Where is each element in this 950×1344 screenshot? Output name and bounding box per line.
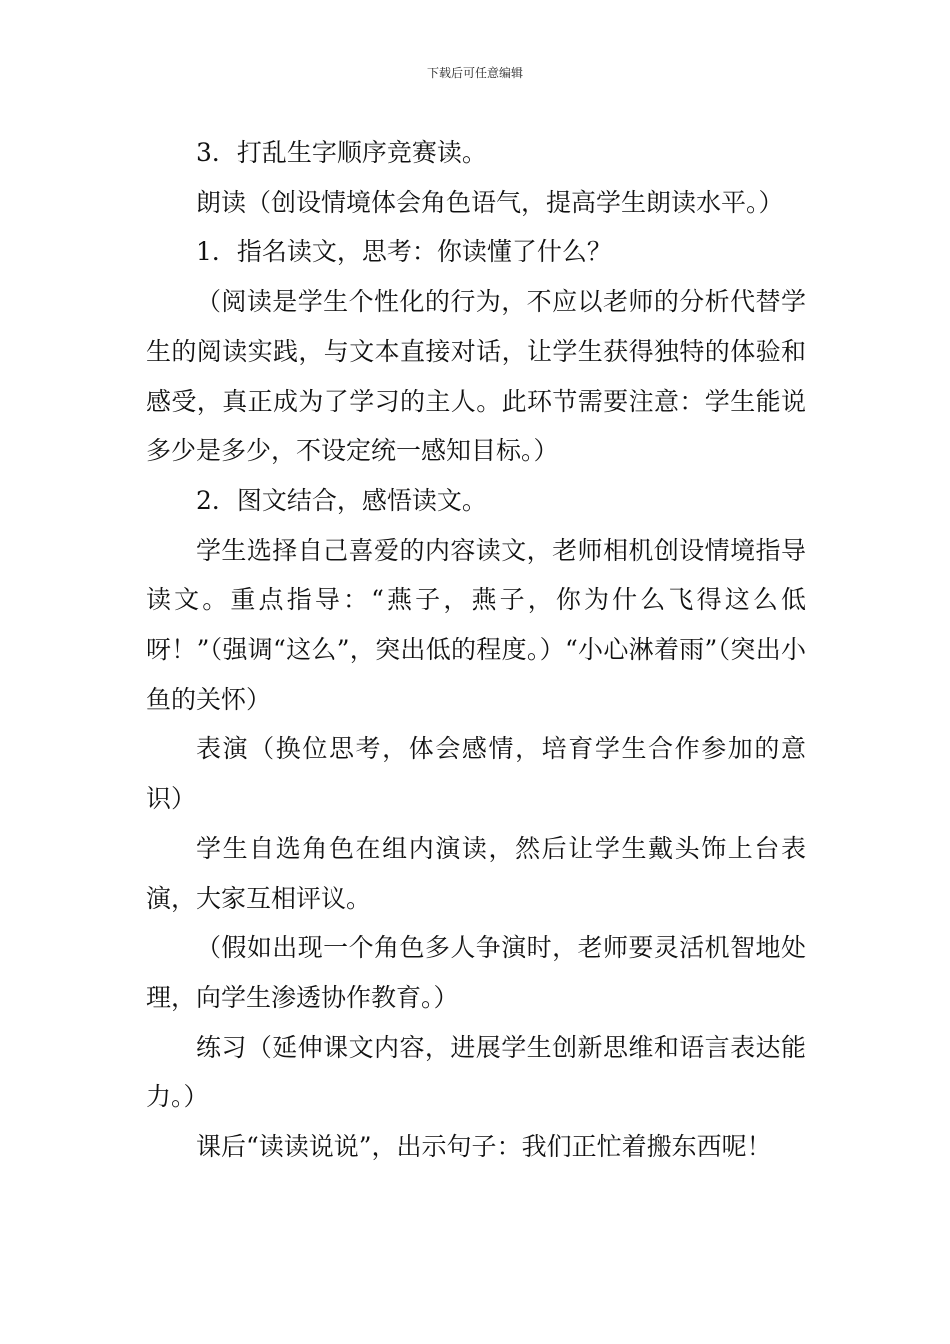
paragraph: 表演（换位思考，体会感情，培育学生合作参加的意识） <box>146 734 806 814</box>
paragraph: （阅读是学生个性化的行为，不应以老师的分析代替学生的阅读实践，与文本直接对话，让学生获得独特的体验和感受，真正成为了学习的主人。此环节需要注意：学生能说多少是多少，不设定统一感知目标。） <box>146 287 806 466</box>
paragraph: 2．图文结合，感悟读文。 <box>196 485 487 515</box>
paragraph: （假如出现一个角色多人争演时，老师要灵活机智地处理，向学生渗透协作教育。） <box>146 933 806 1012</box>
paragraph: 练习（延伸课文内容，进展学生创新思维和语言表达能力。） <box>146 1032 806 1112</box>
paragraph: 学生自选角色在组内演读，然后让学生戴头饰上台表演，大家互相评议。 <box>146 833 806 913</box>
paragraph: 1．指名读文，思考：你读懂了什么？ <box>196 237 612 267</box>
paragraph: 朗读（创设情境体会角色语气，提高学生朗读水平。） <box>196 187 784 217</box>
paragraph: 课后“读读说说”，出示句子：我们正忙着搬东西呢！ <box>196 1132 772 1162</box>
paragraph: 3．打乱生字顺序竞赛读。 <box>196 138 487 167</box>
paragraph: 学生选择自己喜爱的内容读文，老师相机创设情境指导读文。重点指导：“燕子，燕子，你为什么飞得这么低呀！”（强调“这么”，突出低的程度。）“小心淋着雨”（突出小鱼的关怀） <box>146 535 806 714</box>
document-body <box>146 128 806 1172</box>
page-header: 下载后可任意编辑 <box>426 66 523 80</box>
